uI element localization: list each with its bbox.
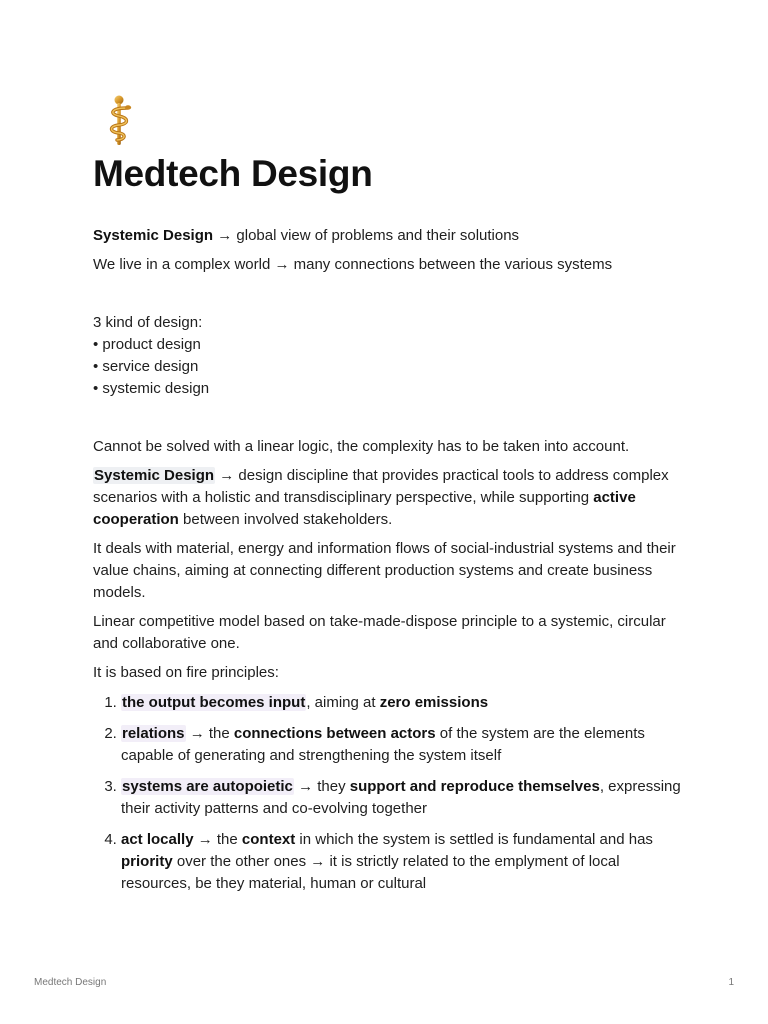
active-cooperation-term: active cooperation [93,489,636,528]
paragraph-text: between involved stakeholders. [178,511,393,528]
kinds-item: • service design [93,358,199,375]
principles-list [93,692,683,895]
intro-term: Systemic Design [93,227,214,244]
paragraph-systemic-design [93,465,683,531]
footer-title: Medtech Design [34,977,107,988]
paragraph-principles-intro: It is based on fire principles: [93,664,279,681]
principle-text: → the [193,831,242,848]
principle-term: act locally [121,831,194,848]
principle-term: relations [122,725,185,742]
principle-bold: priority [121,853,173,870]
principle-term: systems are autopoietic [122,778,293,795]
list-item [121,723,683,767]
paragraph-flows: It deals with material, energy and information flows of social-industrial systems and their value chains, aiming at connecting different production systems and create business models. [93,540,676,601]
kinds-item: • product design [93,336,201,353]
principle-text: of the system are the elements capable of generating and strengthening the system itself [121,725,645,764]
paragraph-text: → design discipline that provides practical tools to address complex scenarios with a holistic and transdisciplinary perspective, while supporting [93,467,669,506]
intro-line-2: We live in a complex world → many connections between the various systems [93,256,613,273]
page-title: Medtech Design [93,153,373,194]
kinds-heading: 3 kind of design: [93,314,203,331]
staff-of-aesculapius-icon [101,94,137,146]
principle-text: over the other ones → it is strictly related to the emplyment of local resources, be they material, human or cultural [121,853,620,892]
document-content [93,94,683,904]
principle-text: , aiming at [306,694,380,711]
page-number: 1 [728,977,734,988]
paragraph-linear-model: Linear competitive model based on take-made-dispose principle to a systemic, circular and collaborative one. [93,613,666,652]
intro-line-1 [93,225,683,247]
list-item [121,829,683,895]
kinds-item: • systemic design [93,380,210,397]
list-item [121,776,683,820]
principle-bold: support and reproduce themselves [349,778,600,795]
paragraph-complexity: Cannot be solved with a linear logic, the complexity has to be taken into account. [93,438,630,455]
principle-text: , expressing their activity patterns and co-evolving together [121,778,681,817]
principle-term: the output becomes input [122,694,306,711]
systemic-design-term: Systemic Design [94,467,215,484]
principle-bold: context [241,831,296,848]
principle-text: → the [185,725,234,742]
intro-line-1-rest: → global view of problems and their solutions [217,227,520,244]
principle-bold: zero emissions [379,694,489,711]
principle-bold: connections between actors [233,725,436,742]
principle-text: → they [293,778,350,795]
principle-text: in which the system is settled is fundamental and has [295,831,653,848]
list-item [121,692,683,714]
